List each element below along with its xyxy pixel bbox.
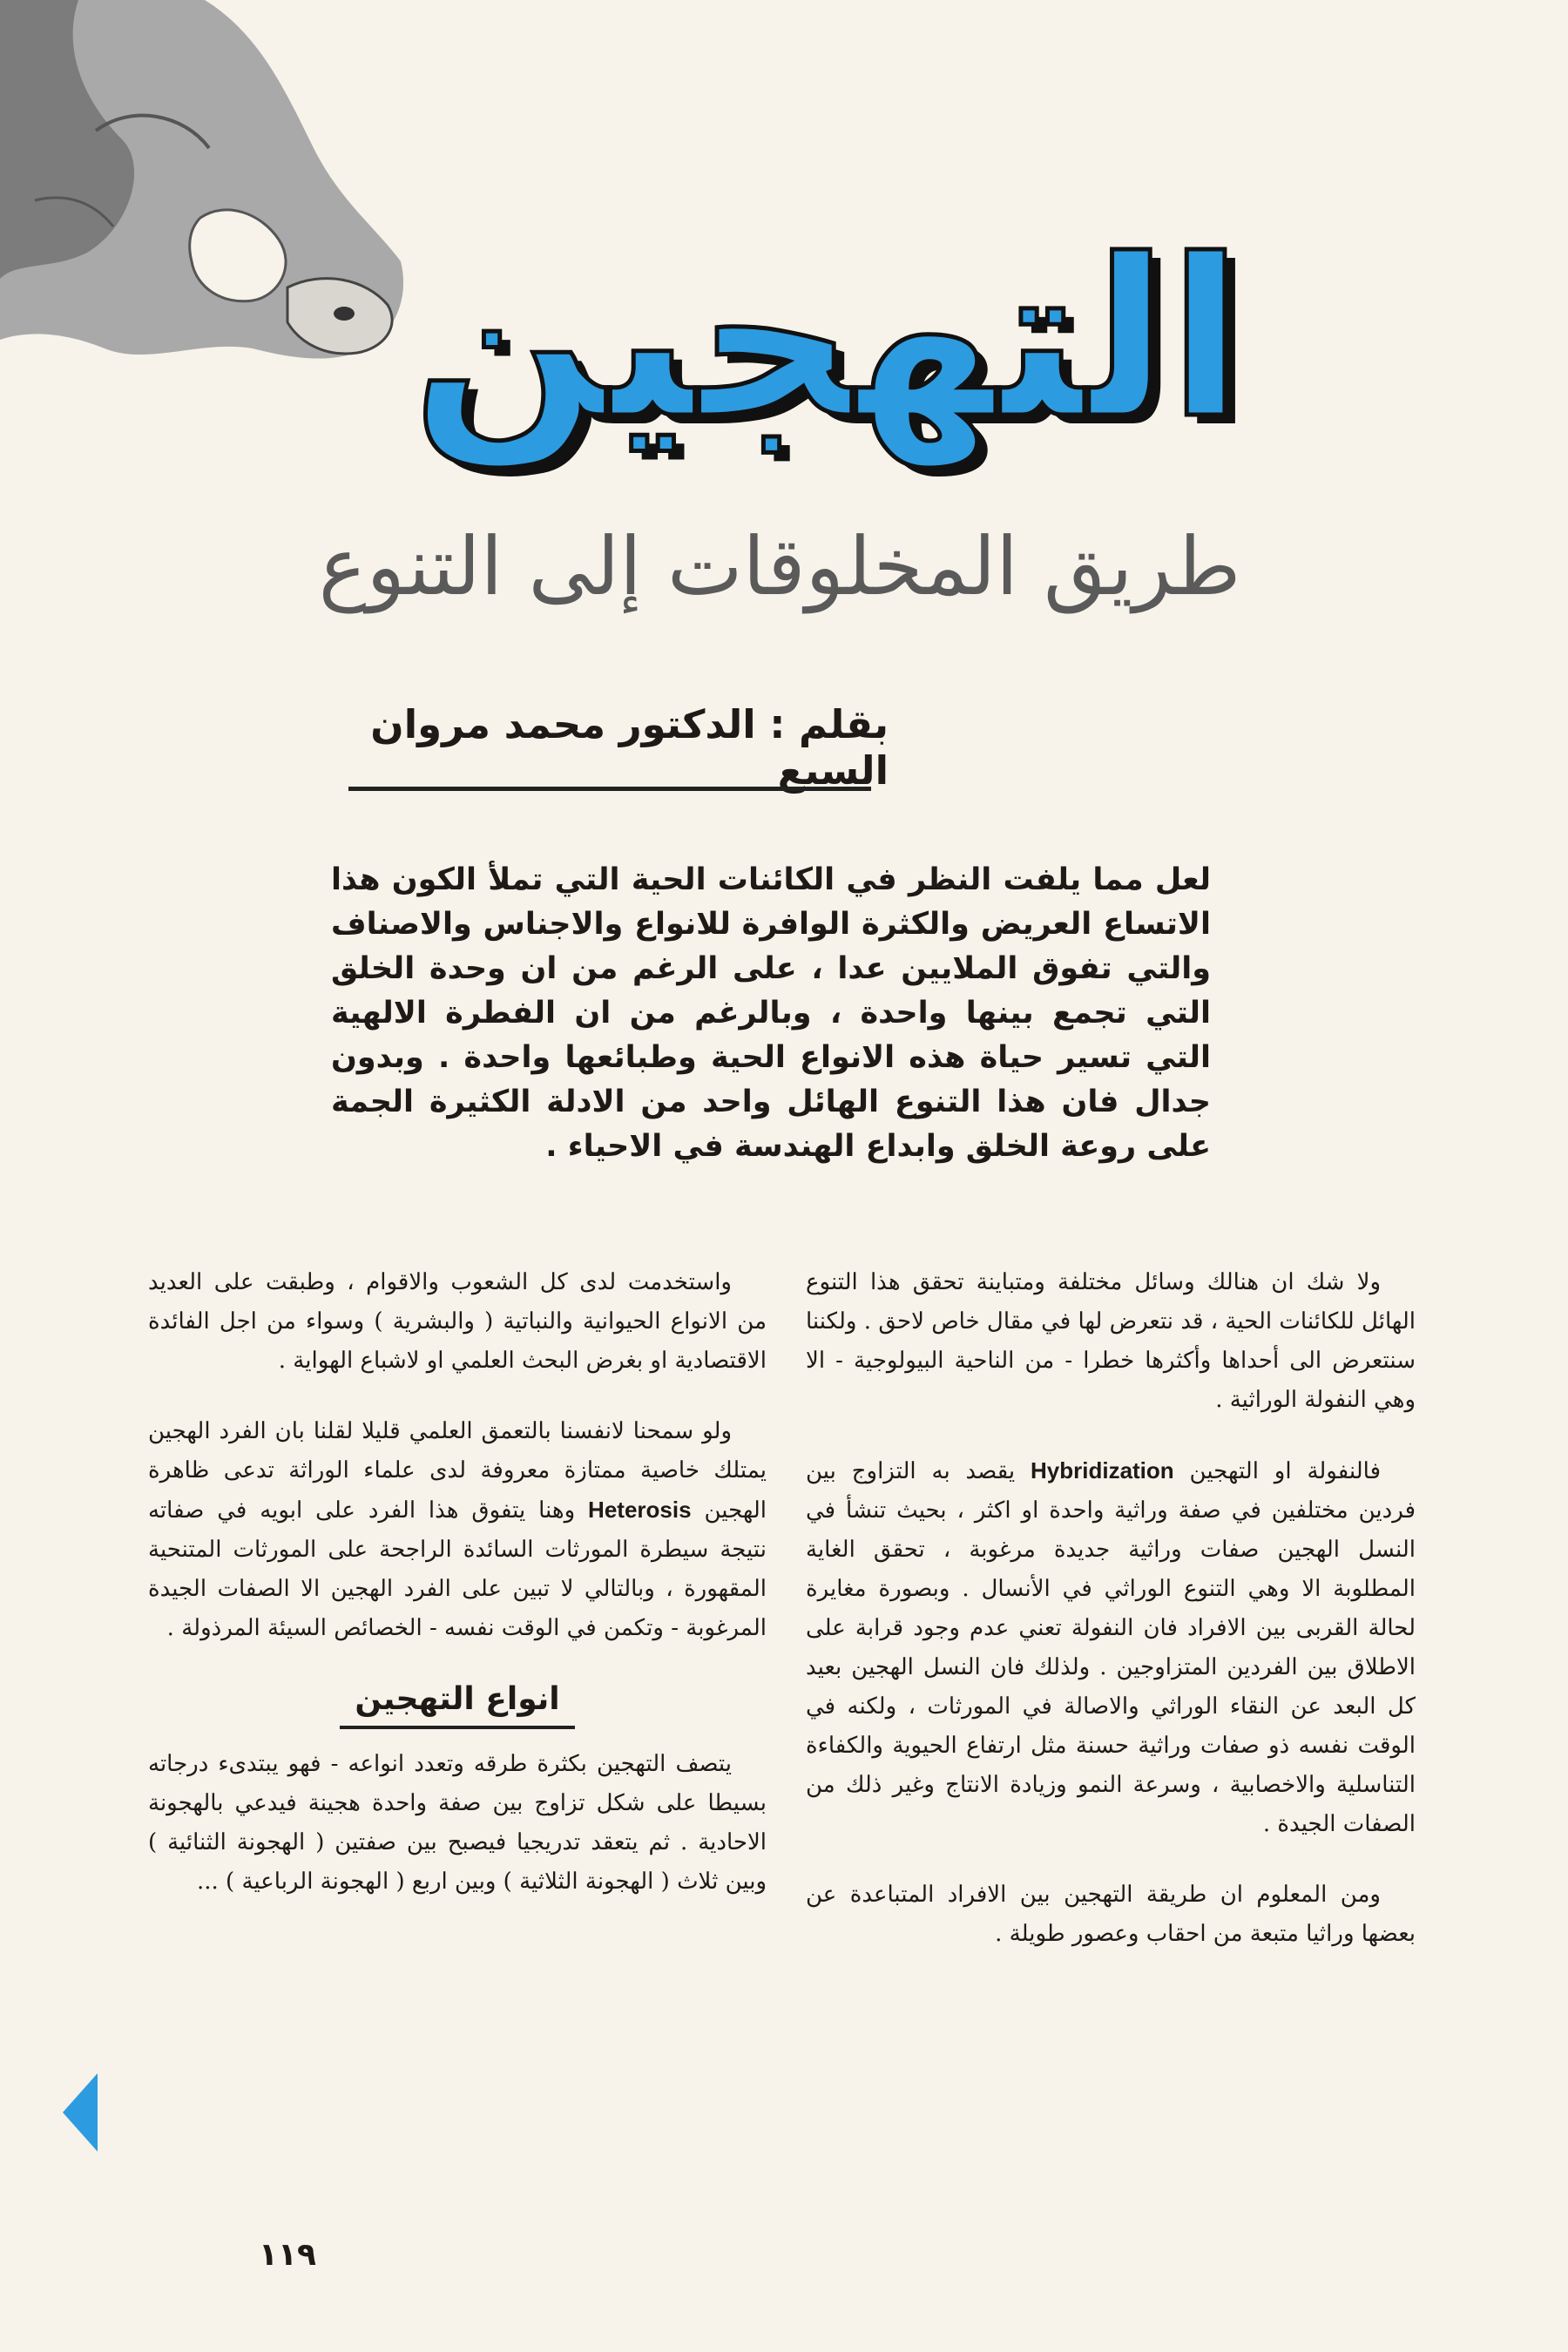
right-paragraph-2 <box>806 1451 1416 1844</box>
cow-illustration <box>0 0 409 409</box>
left-paragraph-3: يتصف التهجين بكثرة طرقه وتعدد انواعه - فهو يبتدىء درجاته بسيطا على شكل تزاوج بين صفة واحدة هجينة فيدعي بالهجونة الاحادية . ثم يتعقد تدريجيا فيصبح بين صفتين ( الهجونة الثنائية ) وبين ثلاث ( الهجونة الثلاثية ) وبين اربع ( الهجونة الرباعية ) ... <box>148 1751 767 1895</box>
article-subtitle: طريق المخلوقات إلى التنوع <box>318 519 1241 613</box>
section-title-hybridization-types: انواع التهجين <box>355 1681 560 1717</box>
right-paragraph-2-start: فالنفولة او التهجين <box>1189 1458 1382 1484</box>
section-title-rule <box>340 1726 575 1729</box>
right-paragraph-1: ولا شك ان هنالك وسائل مختلفة ومتباينة تحقق هذا التنوع الهائل للكائنات الحية ، قد نتعرض لها في مقال خاص لاحق . ولكننا سنتعرض الى أحداها وأكثرها خطرا - من الناحية البيولوجية - الا وهي النفولة الوراثية . <box>806 1269 1416 1413</box>
author-byline: بقلم : الدكتور محمد مروان السبع <box>370 701 889 794</box>
right-column <box>806 1263 1416 1985</box>
right-paragraph-2-rest: يقصد به التزاوج بين فردين مختلفين في صفة وراثية واحدة او اكثر ، بحيث تنشأ في النسل الهجين صفات وراثية جديدة مرغوبة ، تحقق الغاية المطلوبة الا وهي التنوع الوراثي في الأنسال . وبصورة مغايرة لحالة القربى بين الافراد فان النفولة تعني عدم وجود قرابة على الاطلاق بين الفردين المتزاوجين . ولذلك فان النسل الهجين بعيد كل البعد عن النقاء الوراثي والاصالة في المورثات ، ولكنه في الوقت نفسه ذو صفات وراثية حسنة مثل ارتفاع الحيوية والكفاءة التناسلية والاخصابية ، وسرعة النمو وزيادة الانتاج وغير ذلك من الصفات الجيدة . <box>806 1458 1416 1837</box>
byline-rule <box>348 787 871 791</box>
intro-paragraph: لعل مما يلفت النظر في الكائنات الحية التي تملأ الكون هذا الاتساع العريض والكثرة الوافرة للانواع والاجناس والاصناف والتي تفوق الملايين عدا ، على الرغم من ان وحدة الخلق التي تجمع بينها واحدة ، وبالرغم من ان الفطرة الالهية التي تسير حياة هذه الانواع الحية وطبائعها واحدة . وبدون جدال فان هذا التنوع الهائل واحد من الادلة الكثيرة الجمة على روعة الخلق وابداع الهندسة في الاحياء . <box>331 862 1211 1164</box>
page-number: ١١٩ <box>259 2237 316 2273</box>
triangle-marker-icon <box>63 2073 98 2152</box>
left-paragraph-2 <box>148 1412 767 1648</box>
left-paragraph-2-rest: وهنا يتفوق هذا الفرد على ابويه في صفاته نتيجة سيطرة المورثات السائدة الراجحة على المورثات المتنحية المقهورة ، وبالتالي لا تبين على الفرد الهجين الا الصفات الجيدة المرغوبة - وتكمن في الوقت نفسه - الخصائص السيئة المرذولة . <box>148 1497 767 1641</box>
heterosis-term: Heterosis <box>588 1497 692 1523</box>
left-paragraph-2-start: ولو سمحنا لانفسنا بالتعمق العلمي قليلا لقلنا بان الفرد الهجين يمتلك خاصية ممتازة معروفة لدى علماء الوراثة تدعى ظاهرة الهجين <box>148 1418 767 1524</box>
left-paragraph-1: واستخدمت لدى كل الشعوب والاقوام ، وطبقت على العديد من الانواع الحيوانية والنباتية ( والبشرية ) وسواء من اجل الفائدة الاقتصادية او بغرض البحث العلمي او لاشباع الهواية . <box>148 1269 767 1374</box>
article-title: التهجين <box>412 213 1243 466</box>
left-column <box>148 1263 767 1933</box>
hybridization-term: Hybridization <box>1031 1457 1174 1484</box>
right-paragraph-3: ومن المعلوم ان طريقة التهجين بين الافراد المتباعدة عن بعضها وراثيا متبعة من احقاب وعصور طويلة . <box>806 1882 1416 1947</box>
